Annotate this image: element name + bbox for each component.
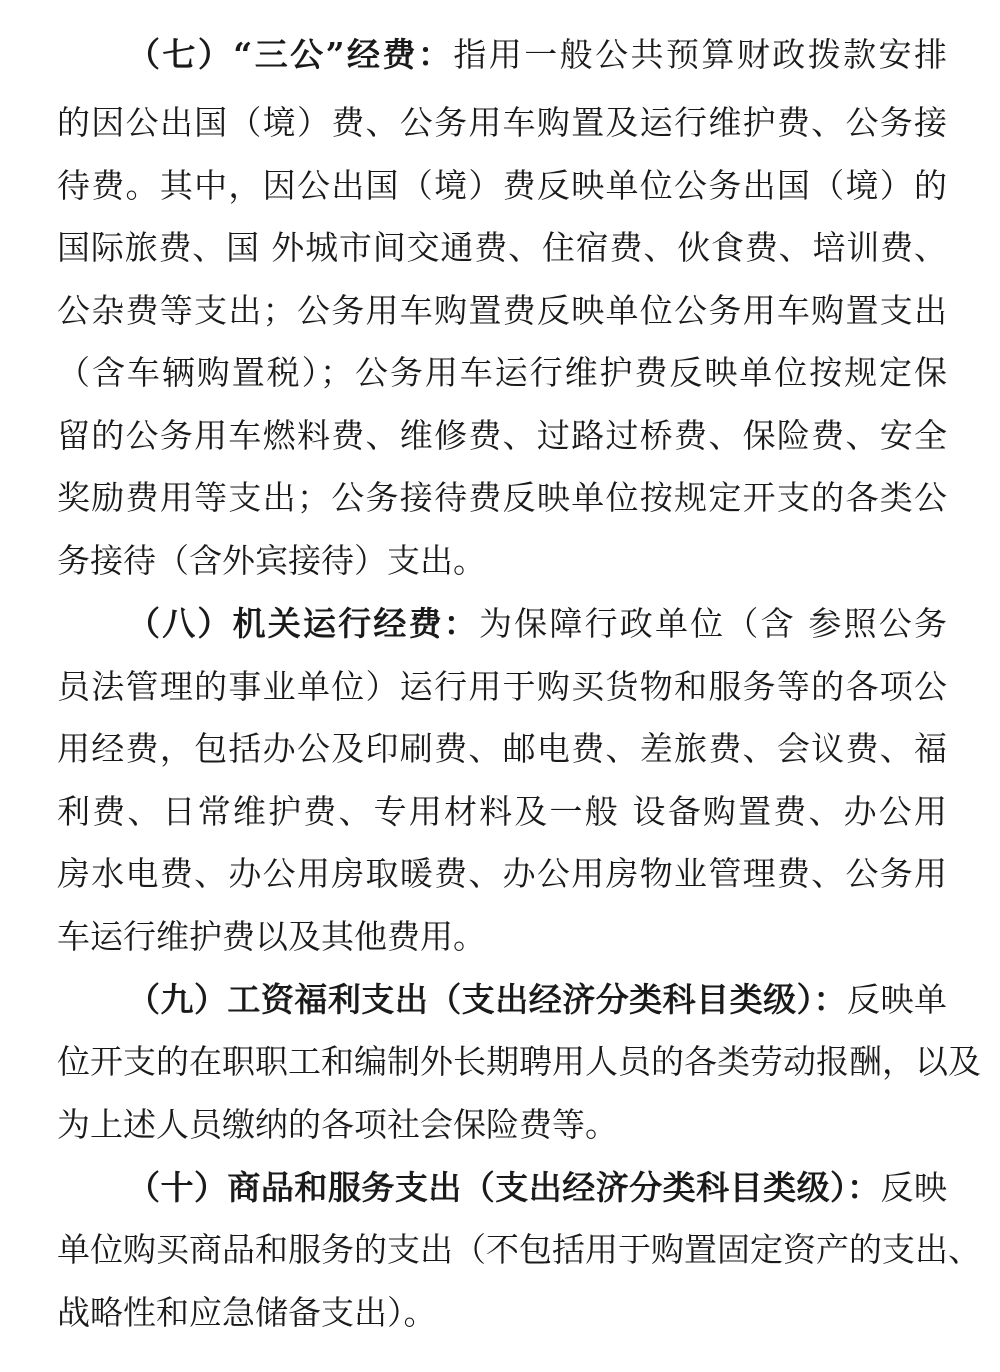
paragraph-3-line-3: 为上述人员缴纳的各项社会保险费等。 bbox=[57, 1105, 618, 1144]
paragraph-3-line-1: （九）工资福利支出（支出经济分类科目类级）：反映单 bbox=[127, 980, 948, 1019]
paragraph-1-line-8: 奖励费用等支出；公务接待费反映单位按规定开支的各类公 bbox=[57, 478, 947, 517]
section-heading-seven: （七）“三公”经费： bbox=[127, 35, 454, 74]
paragraph-2-line-1: （八）机关运行经费：为保障行政单位（含 参照公务 bbox=[127, 604, 948, 643]
paragraph-2-line-6: 车运行维护费以及其他费用。 bbox=[57, 917, 486, 956]
paragraph-2-line-4: 利费、日常维护费、专用材料及一般 设备购置费、办公用 bbox=[57, 792, 947, 831]
paragraph-1-line-6: （含车辆购置税）；公务用车运行维护费反映单位按规定保 bbox=[57, 353, 947, 392]
paragraph-2-line-3: 用经费，包括办公及印刷费、邮电费、差旅费、会议费、福 bbox=[57, 729, 947, 768]
paragraph-1-line-9: 务接待（含外宾接待）支出。 bbox=[57, 541, 486, 580]
paragraph-1-line-5: 公杂费等支出；公务用车购置费反映单位公务用车购置支出 bbox=[57, 291, 947, 330]
paragraph-1-line-7: 留的公务用车燃料费、维修费、过路过桥费、保险费、安全 bbox=[57, 416, 947, 455]
paragraph-3-line-2: 位开支的在职职工和编制外长期聘用人员的各类劳动报酬，以及 bbox=[57, 1042, 981, 1081]
paragraph-1-line-1: （七）“三公”经费：指用一般公共预算财政拨款安排 bbox=[127, 35, 947, 74]
paragraph-4-line-2: 单位购买商品和服务的支出（不包括用于购置固定资产的支出、 bbox=[57, 1230, 981, 1269]
paragraph-1-line-2: 的因公出国（境）费、公务用车购置及运行维护费、公务接 bbox=[57, 103, 947, 142]
paragraph-2-line-2: 员法管理的事业单位）运行用于购买货物和服务等的各项公 bbox=[57, 667, 947, 706]
section-heading-ten: （十）商品和服务支出（支出经济分类科目类级）： bbox=[127, 1168, 881, 1207]
paragraph-4-line-1: （十）商品和服务支出（支出经济分类科目类级）：反映 bbox=[127, 1168, 948, 1207]
paragraph-4-line-3: 战略性和应急储备支出）。 bbox=[57, 1293, 437, 1332]
paragraph-1-line-4: 国际旅费、国 外城市间交通费、住宿费、伙食费、培训费、 bbox=[57, 228, 947, 267]
paragraph-1-line-3: 待费。其中，因公出国（境）费反映单位公务出国（境）的 bbox=[57, 166, 947, 205]
section-heading-eight: （八）机关运行经费： bbox=[127, 604, 479, 643]
paragraph-2-line-5: 房水电费、办公用房取暖费、办公用房物业管理费、公务用 bbox=[57, 854, 947, 893]
section-heading-nine: （九）工资福利支出（支出经济分类科目类级）： bbox=[127, 980, 848, 1019]
